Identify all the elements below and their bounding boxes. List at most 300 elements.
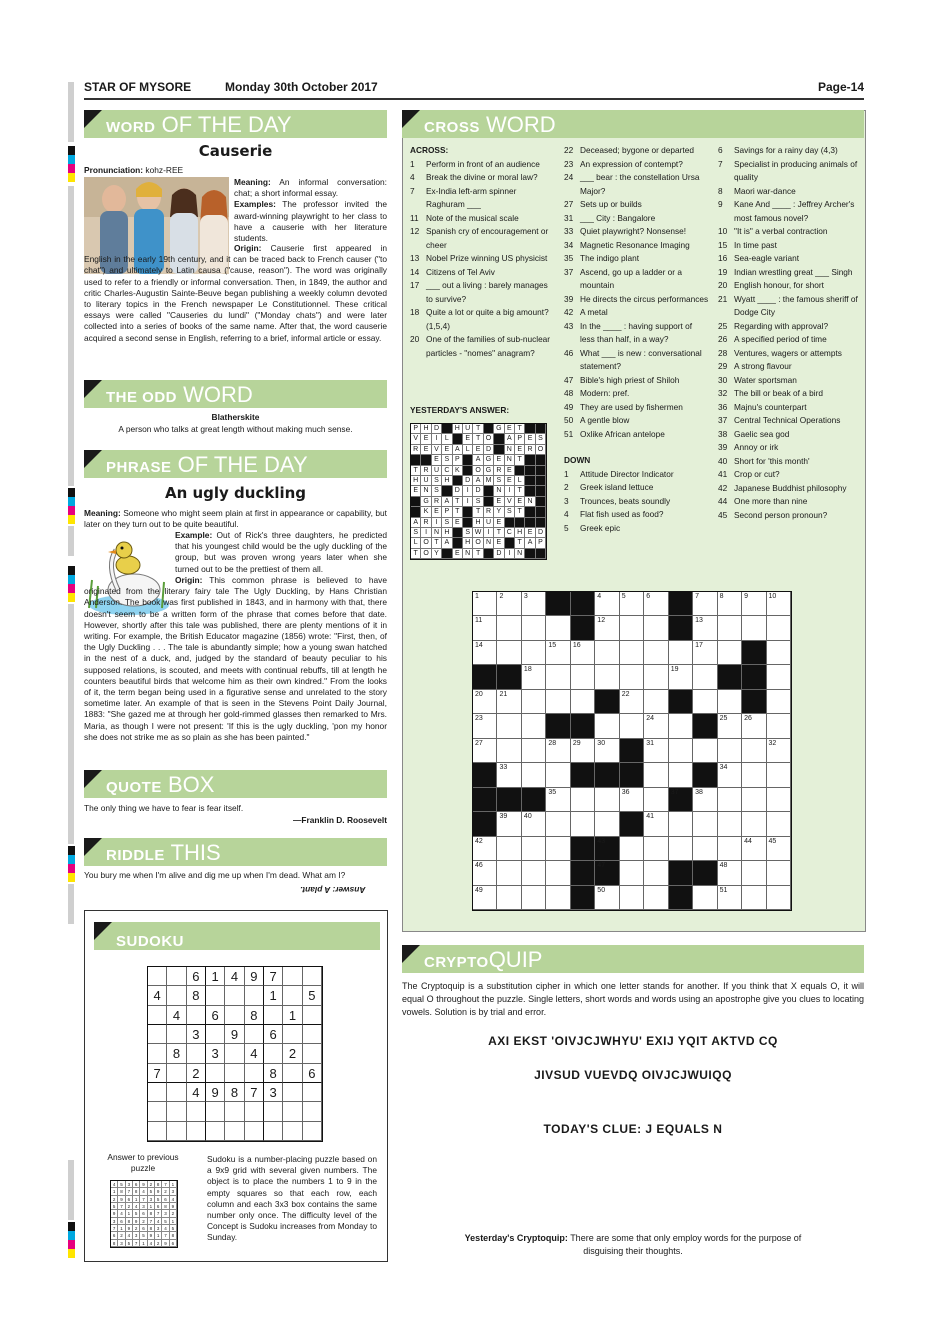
answer-letter: N: [525, 497, 535, 507]
answer-square[interactable]: [522, 812, 546, 836]
answer-letter: P: [515, 434, 525, 444]
answer-square[interactable]: [497, 714, 521, 738]
answer-square[interactable]: [669, 812, 693, 836]
answer-square[interactable]: [522, 665, 546, 689]
clue-text: The bill or beak of a bird: [734, 388, 824, 398]
answer-square[interactable]: [742, 714, 766, 738]
answer-square[interactable]: [620, 616, 644, 640]
answer-square[interactable]: [767, 837, 791, 861]
answer-square[interactable]: [595, 665, 619, 689]
answer-square[interactable]: [742, 886, 766, 910]
answer-square[interactable]: [522, 763, 546, 787]
sudoku-cell[interactable]: [245, 1122, 264, 1141]
answer-square[interactable]: [595, 592, 619, 616]
clue-number: 20: [475, 690, 483, 698]
answer-square[interactable]: [620, 665, 644, 689]
sudoku-cell[interactable]: [303, 1044, 322, 1063]
answer-square[interactable]: [571, 739, 595, 763]
answer-square[interactable]: [571, 812, 595, 836]
answer-square[interactable]: [669, 665, 693, 689]
answer-letter: C: [505, 528, 515, 538]
clue-number: 31: [564, 212, 574, 223]
answer-letter: S: [494, 476, 504, 486]
clue-item: [410, 212, 555, 226]
answer-cell: 4: [118, 1210, 125, 1217]
clue-item: [718, 455, 863, 469]
answer-square[interactable]: [546, 690, 570, 714]
answer-square[interactable]: [522, 886, 546, 910]
answer-square[interactable]: [644, 714, 668, 738]
answer-square[interactable]: [497, 837, 521, 861]
sudoku-cell[interactable]: [245, 1025, 264, 1044]
answer-square[interactable]: [644, 739, 668, 763]
answer-letter: E: [525, 434, 535, 444]
clue-number: 3: [523, 593, 528, 600]
answer-square[interactable]: [522, 837, 546, 861]
answer-cell: 2: [155, 1240, 162, 1247]
sudoku-cell[interactable]: [187, 1102, 206, 1121]
sudoku-cell[interactable]: [206, 986, 225, 1005]
answer-square[interactable]: [767, 616, 791, 640]
sudoku-cell[interactable]: [187, 1122, 206, 1141]
answer-square[interactable]: [644, 665, 668, 689]
clue-item: [718, 468, 863, 482]
clue-text: Regarding with approval?: [734, 320, 829, 331]
sudoku-cell[interactable]: [206, 1122, 225, 1141]
answer-letter: S: [411, 528, 421, 538]
answer-square[interactable]: [497, 690, 521, 714]
answer-square[interactable]: [497, 739, 521, 763]
answer-square[interactable]: [693, 837, 717, 861]
yesterday-answer-grid: [410, 423, 547, 560]
answer-square[interactable]: [497, 616, 521, 640]
clue-text: One more than nine: [734, 496, 808, 506]
answer-square[interactable]: [473, 641, 497, 665]
answer-square[interactable]: [718, 861, 742, 885]
answer-letter: T: [473, 507, 483, 517]
clue-number: 27: [564, 199, 574, 209]
sudoku-cell[interactable]: [148, 1025, 167, 1044]
answer-square[interactable]: [718, 788, 742, 812]
sudoku-cell[interactable]: [303, 1006, 322, 1025]
clue-number: 12: [597, 617, 606, 625]
answer-square[interactable]: [644, 592, 668, 616]
odd-word-meaning: A person who talks at great length without making much sense.: [118, 424, 353, 434]
across-clues-col1: [410, 144, 555, 360]
answer-cell: 6: [133, 1181, 140, 1188]
sudoku-cell[interactable]: [148, 1102, 167, 1121]
clue-number: 37: [670, 788, 679, 796]
answer-square[interactable]: [522, 714, 546, 738]
answer-cell: 4: [148, 1240, 155, 1247]
answer-letter: T: [453, 507, 463, 517]
answer-square[interactable]: [693, 690, 717, 714]
prev-answer-label: Answer to previous puzzle: [107, 1152, 179, 1173]
answer-square[interactable]: [473, 886, 497, 910]
answer-square[interactable]: [718, 763, 742, 787]
answer-square[interactable]: [522, 592, 546, 616]
answer-letter: R: [421, 466, 431, 476]
clue-number: 18: [410, 307, 420, 317]
answer-square[interactable]: [742, 739, 766, 763]
answer-square[interactable]: [742, 763, 766, 787]
sudoku-cell[interactable]: [225, 1044, 244, 1063]
answer-square[interactable]: [644, 616, 668, 640]
answer-square[interactable]: [620, 837, 644, 861]
clue-number: 5: [564, 522, 569, 533]
sudoku-cell[interactable]: [245, 986, 264, 1005]
answer-square[interactable]: [546, 886, 570, 910]
answer-cell: 9: [170, 1203, 177, 1210]
answer-square[interactable]: [546, 641, 570, 665]
sudoku-cell[interactable]: [264, 1122, 283, 1141]
sudoku-cell[interactable]: [187, 1006, 206, 1025]
answer-square[interactable]: [718, 886, 742, 910]
answer-square[interactable]: [595, 739, 619, 763]
answer-square[interactable]: [718, 592, 742, 616]
answer-square[interactable]: [669, 641, 693, 665]
sudoku-cell[interactable]: [148, 1006, 167, 1025]
sudoku-cell[interactable]: [283, 1102, 302, 1121]
answer-square[interactable]: [644, 861, 668, 885]
sudoku-cell[interactable]: [264, 1006, 283, 1025]
answer-cell: 9: [126, 1225, 133, 1232]
answer-cell: 6: [140, 1210, 147, 1217]
answer-square[interactable]: [522, 861, 546, 885]
answer-square[interactable]: [669, 837, 693, 861]
answer-square[interactable]: [546, 739, 570, 763]
answer-square[interactable]: [767, 592, 791, 616]
answer-square[interactable]: [497, 592, 521, 616]
answer-letter: E: [421, 434, 431, 444]
answer-square[interactable]: [571, 788, 595, 812]
black-square: [546, 592, 570, 616]
black-square: [453, 434, 463, 444]
answer-square[interactable]: [742, 788, 766, 812]
answer-square[interactable]: [742, 861, 766, 885]
answer-square[interactable]: [546, 788, 570, 812]
clue-number: 27: [475, 739, 483, 747]
black-square: [442, 486, 452, 496]
answer-cell: 2: [148, 1181, 155, 1188]
answer-square[interactable]: [767, 739, 791, 763]
black-square: [669, 690, 693, 714]
answer-square[interactable]: [767, 714, 791, 738]
clue-text: Flat fish used as food?: [580, 509, 664, 519]
answer-square[interactable]: [644, 812, 668, 836]
answer-square[interactable]: [546, 616, 570, 640]
sudoku-cell[interactable]: [303, 1025, 322, 1044]
answer-square[interactable]: [693, 739, 717, 763]
answer-square[interactable]: [473, 861, 497, 885]
sudoku-cell[interactable]: [225, 1122, 244, 1141]
across-clues-col2: [564, 144, 709, 535]
sudoku-cell[interactable]: [148, 1122, 167, 1141]
answer-letter: A: [442, 538, 452, 548]
answer-square[interactable]: [693, 665, 717, 689]
answer-square[interactable]: [546, 812, 570, 836]
answer-square[interactable]: [718, 812, 742, 836]
answer-square[interactable]: [693, 616, 717, 640]
answer-cell: 9: [148, 1232, 155, 1239]
answer-square[interactable]: [497, 886, 521, 910]
sudoku-cell[interactable]: [167, 1064, 186, 1083]
sudoku-cell[interactable]: [148, 967, 167, 986]
answer-square[interactable]: [595, 788, 619, 812]
quote-box-banner: QUOTE BOX: [84, 770, 387, 798]
clue-number: 1: [475, 593, 479, 600]
answer-square[interactable]: [620, 592, 644, 616]
sudoku-cell[interactable]: [283, 986, 302, 1005]
clue-text: Trounces, beats soundly: [580, 495, 671, 506]
clue-number: 47: [564, 374, 574, 385]
answer-square[interactable]: [546, 763, 570, 787]
answer-square[interactable]: [644, 886, 668, 910]
answer-square[interactable]: [644, 690, 668, 714]
sudoku-cell[interactable]: [245, 1102, 264, 1121]
clue-text: A metal: [580, 307, 608, 317]
clue-number: 44: [718, 496, 728, 506]
black-square: [505, 518, 515, 528]
answer-cell: 3: [155, 1225, 162, 1232]
sudoku-cell[interactable]: [167, 1122, 186, 1141]
answer-square[interactable]: [742, 592, 766, 616]
answer-square[interactable]: [767, 886, 791, 910]
clue-number: 34: [719, 764, 728, 772]
answer-square[interactable]: [767, 763, 791, 787]
word-of-day-origin: Origin: Causerie first appeared in English in the early 19th century, and it can be traced back to French causer ("to chat") and ultimately to Latin causa ("cause, reason"). The word was originally used to refer to a friendly or informal conversation. Then, in 1849, the author and critic Charles-Augustin Sainte-Beuve began publishing a weekly column devoted to literary topics in the French newspaper Le Constitutionnel. These critical essays were called "Causeries du lundi" ("Monday chats") and were later collected into a series of books of the same name. After that, the word causerie acquired a second sense in English, referring to a brief, informal article or essay.: [84, 243, 387, 343]
answer-square[interactable]: [767, 641, 791, 665]
clue-text: Annoy or irk: [734, 442, 779, 452]
answer-square[interactable]: [693, 641, 717, 665]
black-square: [571, 886, 595, 910]
clue-item: [564, 481, 709, 495]
answer-square[interactable]: [644, 788, 668, 812]
clue-item: [718, 482, 863, 496]
sudoku-cell[interactable]: [283, 967, 302, 986]
clue-item: [718, 347, 863, 361]
answer-square[interactable]: [644, 837, 668, 861]
answer-letter: L: [463, 445, 473, 455]
sudoku-cell[interactable]: [264, 1102, 283, 1121]
clue-text: ___ City : Bangalore: [580, 212, 656, 223]
answer-letter: E: [505, 466, 515, 476]
sudoku-cell[interactable]: [283, 1122, 302, 1141]
answer-square[interactable]: [669, 739, 693, 763]
answer-square[interactable]: [522, 641, 546, 665]
answer-cell: 5: [140, 1232, 147, 1239]
answer-square[interactable]: [620, 861, 644, 885]
answer-square[interactable]: [620, 714, 644, 738]
answer-letter: U: [421, 476, 431, 486]
clue-item: [564, 225, 709, 239]
sudoku-cell[interactable]: [283, 1083, 302, 1102]
sudoku-cell[interactable]: [245, 1064, 264, 1083]
answer-letter: R: [421, 518, 431, 528]
answer-square[interactable]: [767, 665, 791, 689]
sudoku-cell: 4: [167, 1006, 186, 1025]
sudoku-cell[interactable]: [303, 1083, 322, 1102]
answer-square[interactable]: [767, 812, 791, 836]
answer-square[interactable]: [644, 763, 668, 787]
sudoku-cell[interactable]: [167, 967, 186, 986]
answer-square[interactable]: [522, 616, 546, 640]
answer-square[interactable]: [669, 763, 693, 787]
sudoku-cell[interactable]: [167, 986, 186, 1005]
clue-item: [718, 414, 863, 428]
answer-letter: T: [515, 486, 525, 496]
answer-cell: 8: [162, 1203, 169, 1210]
answer-square[interactable]: [718, 690, 742, 714]
answer-square[interactable]: [742, 616, 766, 640]
clue-number: 8: [719, 593, 724, 600]
clue-number: 4: [410, 172, 415, 182]
answer-cell: 8: [111, 1240, 118, 1247]
answer-cell: 1: [170, 1218, 177, 1225]
answer-square[interactable]: [718, 714, 742, 738]
sudoku-cell[interactable]: [167, 1025, 186, 1044]
answer-square[interactable]: [742, 812, 766, 836]
clue-item: [718, 239, 863, 253]
answer-letter: E: [442, 445, 452, 455]
answer-square[interactable]: [595, 886, 619, 910]
answer-square[interactable]: [742, 837, 766, 861]
answer-cell: 1: [133, 1196, 140, 1203]
answer-square[interactable]: [669, 714, 693, 738]
answer-square[interactable]: [718, 641, 742, 665]
answer-square[interactable]: [644, 641, 668, 665]
answer-square[interactable]: [595, 812, 619, 836]
answer-square[interactable]: [473, 592, 497, 616]
sudoku-cell[interactable]: [225, 1064, 244, 1083]
answer-square[interactable]: [718, 616, 742, 640]
riddle-answer: Answer: A plant.: [300, 885, 366, 895]
sudoku-cell[interactable]: [225, 986, 244, 1005]
answer-square[interactable]: [497, 763, 521, 787]
answer-letter: D: [494, 549, 504, 559]
answer-square[interactable]: [473, 616, 497, 640]
clue-number: 51: [564, 428, 574, 439]
answer-letter: O: [473, 466, 483, 476]
answer-square[interactable]: [497, 861, 521, 885]
answer-cell: 9: [118, 1196, 125, 1203]
black-square: [571, 861, 595, 885]
clue-text: Sea-eagle variant: [734, 253, 800, 263]
answer-square[interactable]: [522, 690, 546, 714]
clue-text: Greek epic: [580, 522, 621, 533]
answer-cell: 6: [118, 1218, 125, 1225]
answer-cell: 5: [155, 1196, 162, 1203]
answer-square[interactable]: [571, 665, 595, 689]
sudoku-cell: 6: [303, 1064, 322, 1083]
sudoku-cell[interactable]: [206, 1102, 225, 1121]
black-square: [497, 788, 521, 812]
clue-item: [718, 293, 863, 320]
margin-bar: [68, 526, 74, 556]
sudoku-cell: 6: [187, 967, 206, 986]
black-square: [536, 466, 546, 476]
sudoku-cell[interactable]: [225, 1006, 244, 1025]
sudoku-cell[interactable]: [283, 1064, 302, 1083]
answer-letter: D: [463, 476, 473, 486]
answer-square[interactable]: [718, 739, 742, 763]
sudoku-cell[interactable]: [167, 1102, 186, 1121]
answer-square[interactable]: [693, 886, 717, 910]
clue-text: Bible's high priest of Shiloh: [580, 374, 680, 385]
answer-square[interactable]: [546, 665, 570, 689]
answer-square[interactable]: [546, 861, 570, 885]
sudoku-cell[interactable]: [303, 1102, 322, 1121]
answer-cell: 9: [133, 1218, 140, 1225]
answer-square[interactable]: [620, 788, 644, 812]
answer-square[interactable]: [522, 739, 546, 763]
answer-letter: E: [432, 455, 442, 465]
sudoku-cell[interactable]: [303, 967, 322, 986]
answer-letter: G: [484, 466, 494, 476]
answer-letter: E: [494, 538, 504, 548]
answer-square[interactable]: [693, 788, 717, 812]
sudoku-cell[interactable]: [225, 1102, 244, 1121]
clue-number: 13: [695, 617, 703, 625]
sudoku-cell[interactable]: [206, 1064, 225, 1083]
answer-square[interactable]: [767, 690, 791, 714]
answer-square[interactable]: [497, 641, 521, 665]
answer-square[interactable]: [595, 616, 619, 640]
sudoku-cell[interactable]: [264, 1044, 283, 1063]
answer-square[interactable]: [620, 641, 644, 665]
clue-number: 14: [410, 266, 420, 277]
answer-square[interactable]: [571, 641, 595, 665]
black-square: [620, 763, 644, 787]
answer-square[interactable]: [693, 812, 717, 836]
answer-square[interactable]: [473, 714, 497, 738]
clue-number: 15: [718, 239, 728, 250]
answer-square[interactable]: [595, 714, 619, 738]
answer-square[interactable]: [473, 739, 497, 763]
answer-square[interactable]: [718, 837, 742, 861]
sudoku-cell[interactable]: [283, 1025, 302, 1044]
sudoku-cell[interactable]: [303, 1122, 322, 1141]
answer-square[interactable]: [595, 641, 619, 665]
sudoku-cell[interactable]: [187, 1044, 206, 1063]
clue-number: 34: [564, 239, 574, 250]
answer-square[interactable]: [571, 690, 595, 714]
clue-number: 36: [621, 788, 630, 796]
sudoku-cell: 3: [264, 1083, 283, 1102]
clue-item: [718, 225, 863, 239]
answer-letter: H: [421, 424, 431, 434]
answer-square[interactable]: [473, 690, 497, 714]
answer-square[interactable]: [767, 861, 791, 885]
answer-square[interactable]: [473, 837, 497, 861]
sudoku-cell[interactable]: [206, 1025, 225, 1044]
sudoku-cell[interactable]: [148, 1083, 167, 1102]
answer-letter: H: [442, 476, 452, 486]
sudoku-cell: 9: [225, 1025, 244, 1044]
answer-square[interactable]: [620, 690, 644, 714]
answer-square[interactable]: [497, 812, 521, 836]
clue-list: [564, 144, 709, 441]
sudoku-cell[interactable]: [148, 1044, 167, 1063]
answer-square[interactable]: [693, 592, 717, 616]
black-square: [494, 434, 504, 444]
sudoku-cell[interactable]: [167, 1083, 186, 1102]
answer-square[interactable]: [546, 837, 570, 861]
answer-square[interactable]: [767, 788, 791, 812]
answer-square[interactable]: [620, 886, 644, 910]
clue-number: 39: [499, 813, 508, 821]
clue-text: Short for 'this month': [734, 455, 810, 466]
